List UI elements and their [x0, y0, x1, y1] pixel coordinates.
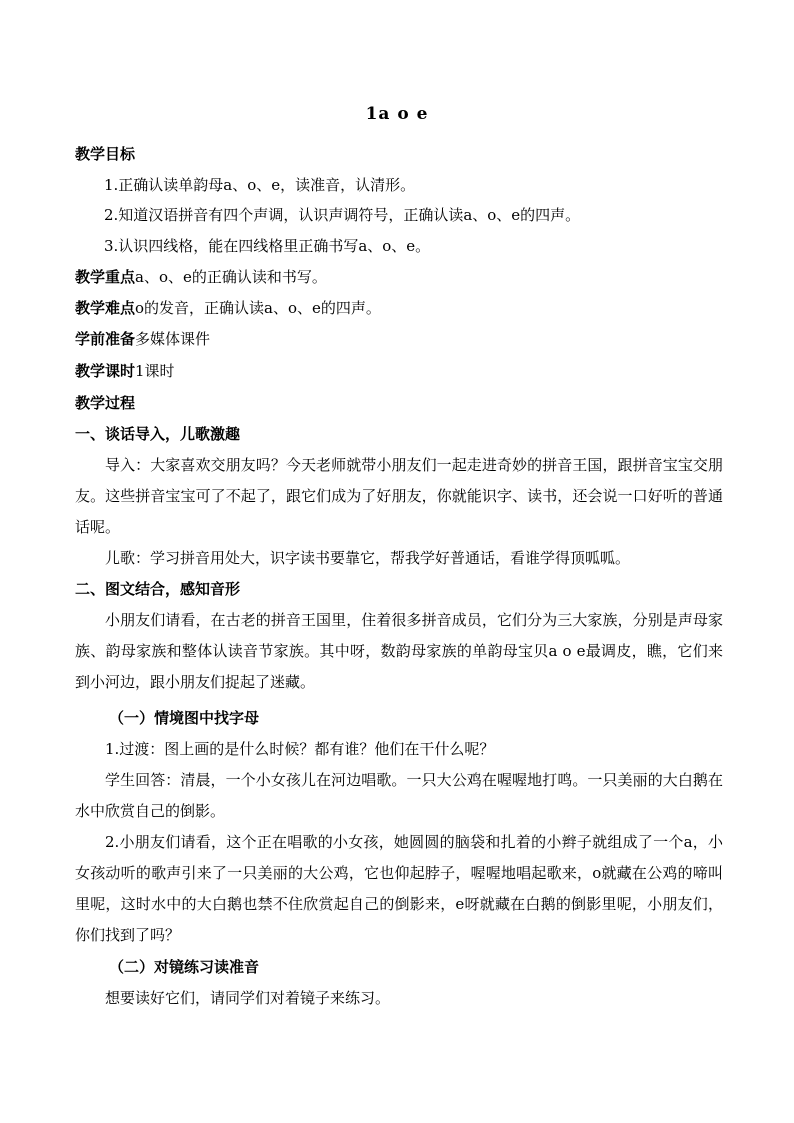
difficulty-label: 教学难点 — [75, 299, 136, 317]
objective-item-2: 2.知道汉语拼音有四个声调，认识声调符号，正确认读a、o、e的四声。 — [104, 206, 581, 224]
subsection1-heading: （一）情境图中找字母 — [109, 709, 260, 727]
key-points-line — [75, 267, 725, 287]
find-letters-paragraph: 2.小朋友们请看，这个正在唱歌的小女孩，她圆圆的脑袋和扎着的小辫子就组成了一个a，小女孩动听的歌声引来了一只美丽的大公鸡，它也仰起脖子，喔喔地唱起歌来，o就藏在公鸡的啼叫里呢，这时水中的大白鹅也禁不住欣赏起自己的倒影来，e呀就藏在白鹅的倒影里呢，小朋友们，你们找到了吗？ — [75, 833, 723, 944]
preparation-line — [75, 329, 725, 349]
hours-line — [75, 361, 725, 381]
key-points-text: a、o、e的正确认读和书写。 — [135, 268, 327, 286]
difficulty-text: o的发音，正确认读a、o、e的四声。 — [135, 299, 381, 317]
section1-intro-paragraph: 导入：大家喜欢交朋友吗？今天老师就带小朋友们一起走进奇妙的拼音王国，跟拼音宝宝交朋友。这些拼音宝宝可了不起了，跟它们成为了好朋友，你就能识字、读书，还会说一口好听的普通话呢。 — [75, 456, 723, 536]
preparation-label: 学前准备 — [75, 330, 136, 348]
objectives-heading: 教学目标 — [75, 145, 136, 163]
hours-label: 教学课时 — [75, 362, 136, 380]
objective-item-3: 3.认识四线格，能在四线格里正确书写a、o、e。 — [104, 237, 431, 255]
mirror-practice-paragraph: 想要读好它们，请同学们对着镜子来练习。 — [105, 989, 391, 1007]
transition-paragraph: 1.过渡：图上画的是什么时候？都有谁？他们在干什么呢？ — [105, 740, 495, 758]
section2-story-paragraph: 小朋友们请看，在古老的拼音王国里，住着很多拼音成员，它们分为三大家族，分别是声母家族、韵母家族和整体认读音节家族。其中呀，数韵母家族的单韵母宝贝a o e最调皮，瞧，它们来到小河边，跟小朋友们捉起了迷藏。 — [75, 611, 723, 691]
section1-rhyme-paragraph: 儿歌：学习拼音用处大，识字读书要靠它，帮我学好普通话，看谁学得顶呱呱。 — [105, 549, 631, 567]
preparation-text: 多媒体课件 — [135, 330, 211, 348]
process-heading: 教学过程 — [75, 394, 136, 412]
student-answer-paragraph: 学生回答：清晨，一个小女孩儿在河边唱歌。一只大公鸡在喔喔地打鸣。一只美丽的大白鹅在水中欣赏自己的倒影。 — [75, 771, 723, 820]
objective-item-1: 1.正确认读单韵母a、o、e，读准音，认清形。 — [104, 176, 416, 194]
subsection2-heading: （二）对镜练习读准音 — [109, 958, 260, 976]
section2-heading: 二、图文结合，感知音形 — [75, 580, 241, 598]
key-points-label: 教学重点 — [75, 268, 136, 286]
section1-heading: 一、谈话导入，儿歌激趣 — [75, 425, 241, 443]
difficulty-line — [75, 298, 725, 318]
page-title: 1a o e — [365, 104, 429, 124]
hours-text: 1课时 — [135, 362, 175, 380]
